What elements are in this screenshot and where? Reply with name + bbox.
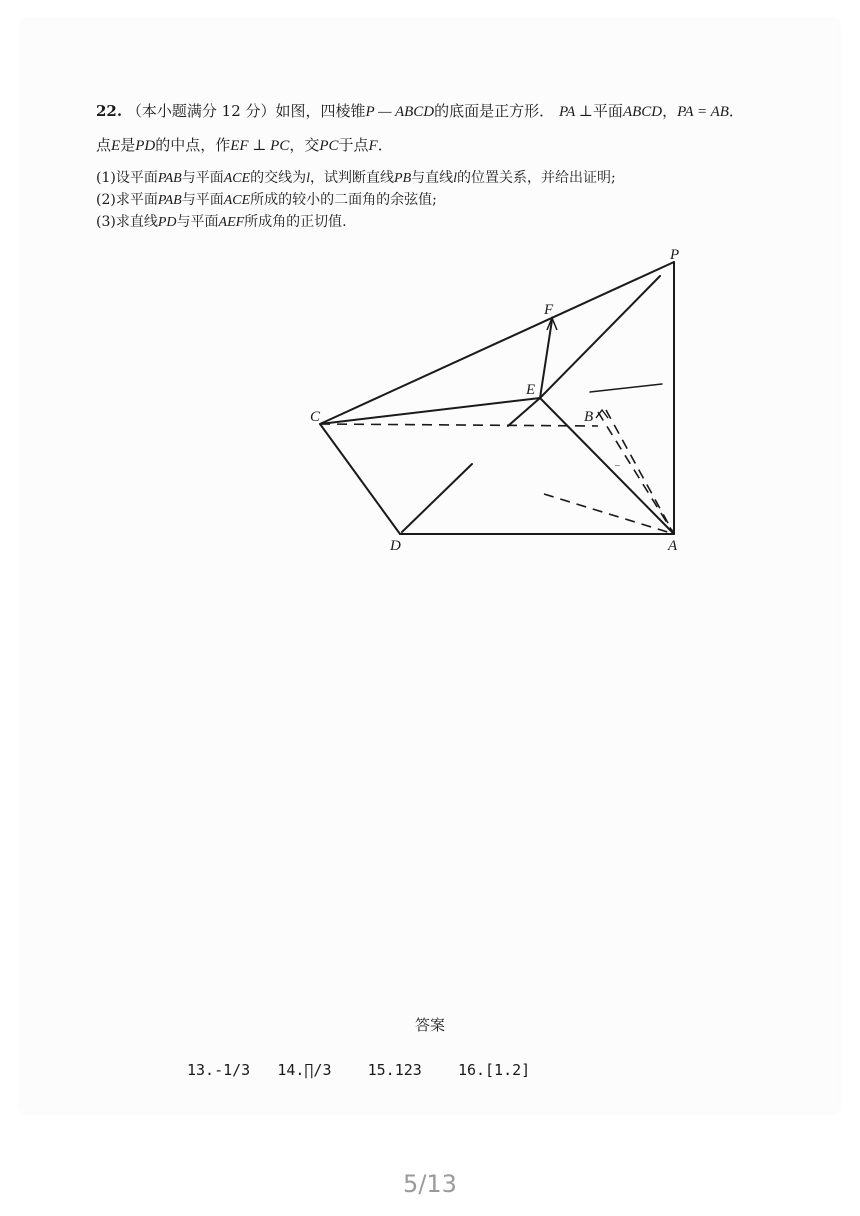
edge-CD — [320, 424, 400, 534]
question-text: (2)求平面 — [96, 192, 158, 208]
math-expression: EF ⊥ PC — [230, 138, 290, 154]
question-text: 所成角的正切值. — [244, 214, 347, 230]
math-expression: P — ABCD — [365, 104, 435, 120]
math-expression: F — [368, 138, 378, 154]
question-text: 所成的较小的二面角的余弦值; — [250, 192, 437, 208]
question-text: 的交线为 — [250, 170, 307, 186]
math-expression: PD — [157, 215, 177, 230]
answer-item: 14.∏/3 — [277, 1061, 332, 1079]
question-text: （本小题满分 12 分）如图，四棱锥 — [126, 102, 366, 120]
math-expression: l — [306, 171, 311, 186]
question-text: (1)设平面 — [96, 170, 158, 186]
question-text: ． — [728, 102, 744, 120]
answer-item: 16.[1.2] — [457, 1061, 531, 1079]
math-expression: AEF — [218, 215, 245, 230]
math-expression: ACE — [223, 171, 251, 186]
label-A: A — [668, 538, 678, 554]
pyramid-figure — [0, 0, 860, 600]
edge-EA — [540, 398, 674, 534]
math-expression: ACE — [223, 193, 251, 208]
math-expression: PB — [394, 171, 412, 186]
edge-CB-hidden — [320, 424, 598, 426]
question-text: 的底面是正方形． — [434, 102, 555, 120]
edge-CP — [320, 262, 674, 424]
edge-BA-hidden — [598, 412, 674, 534]
answer-item: 15.123 — [367, 1061, 422, 1079]
math-expression: PA ⊥ — [558, 104, 593, 120]
question-text: 与平面 — [176, 214, 219, 230]
label-B: B — [584, 409, 594, 425]
question-text: 平面 — [592, 102, 623, 120]
edge-EP — [540, 276, 660, 398]
question-text: 与平面 — [181, 170, 224, 186]
question-text: 的位置关系，并给出证明; — [457, 170, 616, 186]
question-text: 的中点，作 — [155, 136, 231, 154]
math-expression: ABCD — [622, 104, 663, 120]
question-text: 于点 — [338, 136, 369, 154]
edge-CE — [320, 398, 540, 424]
question-text: 是 — [120, 136, 136, 154]
question-text: ， — [662, 102, 678, 120]
page-indicator: 5/13 — [403, 1170, 457, 1198]
math-expression: PC — [319, 138, 339, 154]
question-text: 点 — [96, 136, 112, 154]
question-text: 与直线 — [411, 170, 454, 186]
label-C: C — [310, 409, 321, 425]
math-expression: l — [453, 171, 458, 186]
answers-list — [187, 1061, 530, 1079]
math-expression: PD — [135, 138, 156, 154]
label-F: F — [544, 302, 554, 318]
answers-title: 答案 — [414, 1016, 445, 1034]
question-text: ． — [377, 136, 393, 154]
question-text: (3)求直线 — [96, 214, 158, 230]
question-text: ，交 — [289, 136, 320, 154]
math-expression: PAB — [157, 171, 182, 186]
math-expression: PA = AB — [677, 104, 729, 120]
edge-ED-lower — [402, 464, 472, 532]
question-text: ，试判断直线 — [310, 170, 395, 186]
question-text: 与平面 — [181, 192, 224, 208]
label-D: D — [390, 538, 401, 554]
label-E: E — [526, 382, 536, 398]
question-number: 22. — [96, 102, 123, 120]
label-P: P — [670, 247, 680, 263]
math-expression: PAB — [157, 193, 182, 208]
answer-item: 13.-1/3 — [187, 1061, 251, 1079]
stray-mark — [590, 384, 662, 392]
faint-mark: ~ — [614, 461, 621, 470]
math-expression: E — [111, 138, 121, 154]
